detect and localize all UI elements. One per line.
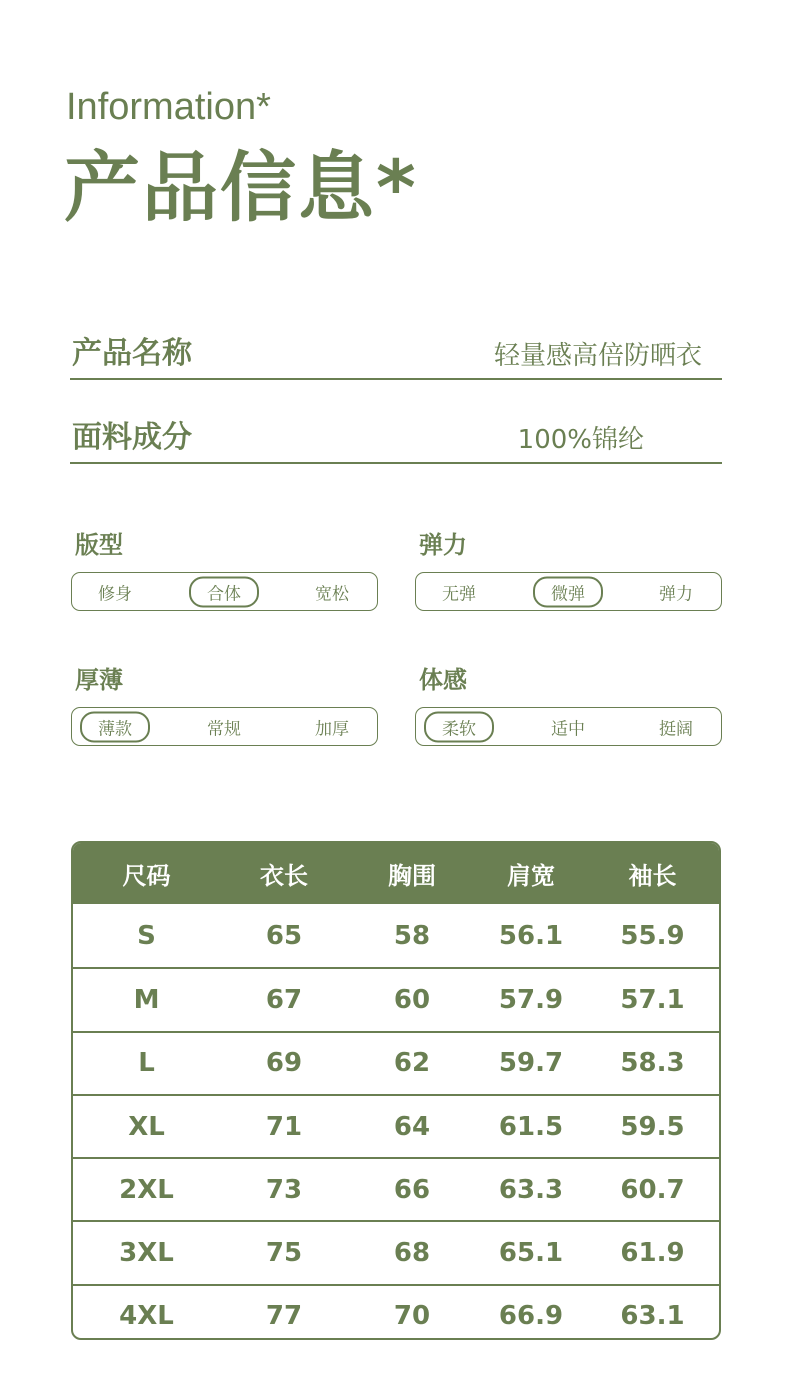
scale-option-selected: 合体 (189, 576, 259, 607)
cell-length: 67 (265, 984, 303, 1015)
cell-sleeve: 61.9 (620, 1238, 685, 1269)
cell-sleeve: 55.9 (620, 920, 685, 951)
attribute-title: 弹力 (419, 531, 467, 559)
cell-sleeve: 57.1 (620, 984, 685, 1015)
cell-sleeve: 59.5 (620, 1111, 685, 1142)
attribute-scale (415, 572, 722, 611)
cell-shoulder: 59.7 (498, 1048, 564, 1079)
cell-shoulder: 63.3 (498, 1174, 564, 1205)
attribute-fit (71, 528, 378, 611)
attribute-thickness (71, 663, 378, 746)
info-value: 轻量感高倍防晒衣 (493, 341, 702, 371)
scale-option: 适中 (551, 719, 585, 739)
attribute-title: 厚薄 (75, 666, 123, 694)
cell-length: 75 (265, 1238, 303, 1269)
cell-size: 4XL (119, 1301, 174, 1332)
cell-length: 65 (265, 920, 303, 951)
table-header (73, 843, 719, 904)
scale-option: 加厚 (315, 719, 349, 739)
attribute-scale (71, 707, 378, 746)
cell-bust: 62 (393, 1048, 431, 1079)
scale-option: 修身 (98, 584, 132, 604)
cell-length: 77 (265, 1301, 303, 1332)
table-row (73, 967, 719, 1030)
title-chinese: 产品信息* (64, 143, 418, 232)
cell-shoulder: 61.5 (498, 1111, 564, 1142)
cell-bust: 66 (393, 1174, 431, 1205)
table-row (73, 1220, 719, 1283)
table-row (73, 1284, 719, 1340)
attribute-elasticity (415, 528, 722, 611)
column-header-shoulder: 肩宽 (507, 862, 555, 890)
cell-shoulder: 57.9 (498, 984, 564, 1015)
info-label: 产品名称 (72, 336, 192, 371)
cell-length: 69 (265, 1048, 303, 1079)
cell-sleeve: 60.7 (620, 1174, 685, 1205)
attribute-scale (415, 707, 722, 746)
column-header-sleeve: 袖长 (628, 862, 677, 890)
cell-bust: 68 (393, 1238, 431, 1269)
info-value: 100%锦纶 (517, 425, 644, 455)
attribute-title: 体感 (419, 666, 467, 694)
cell-length: 71 (265, 1111, 303, 1142)
column-header-length: 衣长 (260, 862, 308, 890)
cell-size: 2XL (119, 1174, 174, 1205)
cell-bust: 58 (393, 920, 431, 951)
cell-sleeve: 63.1 (620, 1301, 685, 1332)
info-row-product-name (70, 330, 722, 380)
cell-size: S (137, 920, 156, 951)
table-row (73, 1157, 719, 1220)
attribute-scale (71, 572, 378, 611)
attribute-title: 版型 (75, 531, 123, 559)
scale-option: 无弹 (442, 584, 476, 604)
info-label: 面料成分 (72, 420, 192, 455)
size-table (71, 841, 721, 1340)
table-row (73, 1094, 719, 1157)
cell-size: XL (128, 1111, 165, 1142)
scale-option: 挺阔 (659, 719, 693, 739)
cell-size: 3XL (119, 1238, 174, 1269)
cell-bust: 64 (393, 1111, 431, 1142)
scale-option: 宽松 (315, 584, 349, 604)
cell-length: 73 (265, 1174, 303, 1205)
cell-shoulder: 65.1 (498, 1238, 564, 1269)
scale-option: 弹力 (659, 584, 693, 604)
title-english: Information* (66, 86, 271, 128)
cell-shoulder: 66.9 (498, 1301, 564, 1332)
cell-size: L (138, 1048, 155, 1079)
attribute-feel (415, 663, 722, 746)
cell-size: M (133, 984, 160, 1015)
cell-bust: 60 (393, 984, 431, 1015)
table-body (73, 904, 719, 1340)
column-header-size: 尺码 (122, 862, 171, 890)
table-row (73, 1031, 719, 1094)
info-row-fabric (70, 414, 722, 464)
cell-bust: 70 (393, 1301, 431, 1332)
scale-option-selected: 柔软 (424, 711, 494, 742)
scale-option-selected: 薄款 (80, 711, 150, 742)
cell-sleeve: 58.3 (620, 1048, 685, 1079)
scale-option: 常规 (207, 719, 241, 739)
cell-shoulder: 56.1 (498, 920, 564, 951)
column-header-bust: 胸围 (388, 862, 436, 890)
table-row (73, 904, 719, 967)
scale-option-selected: 微弹 (533, 576, 603, 607)
